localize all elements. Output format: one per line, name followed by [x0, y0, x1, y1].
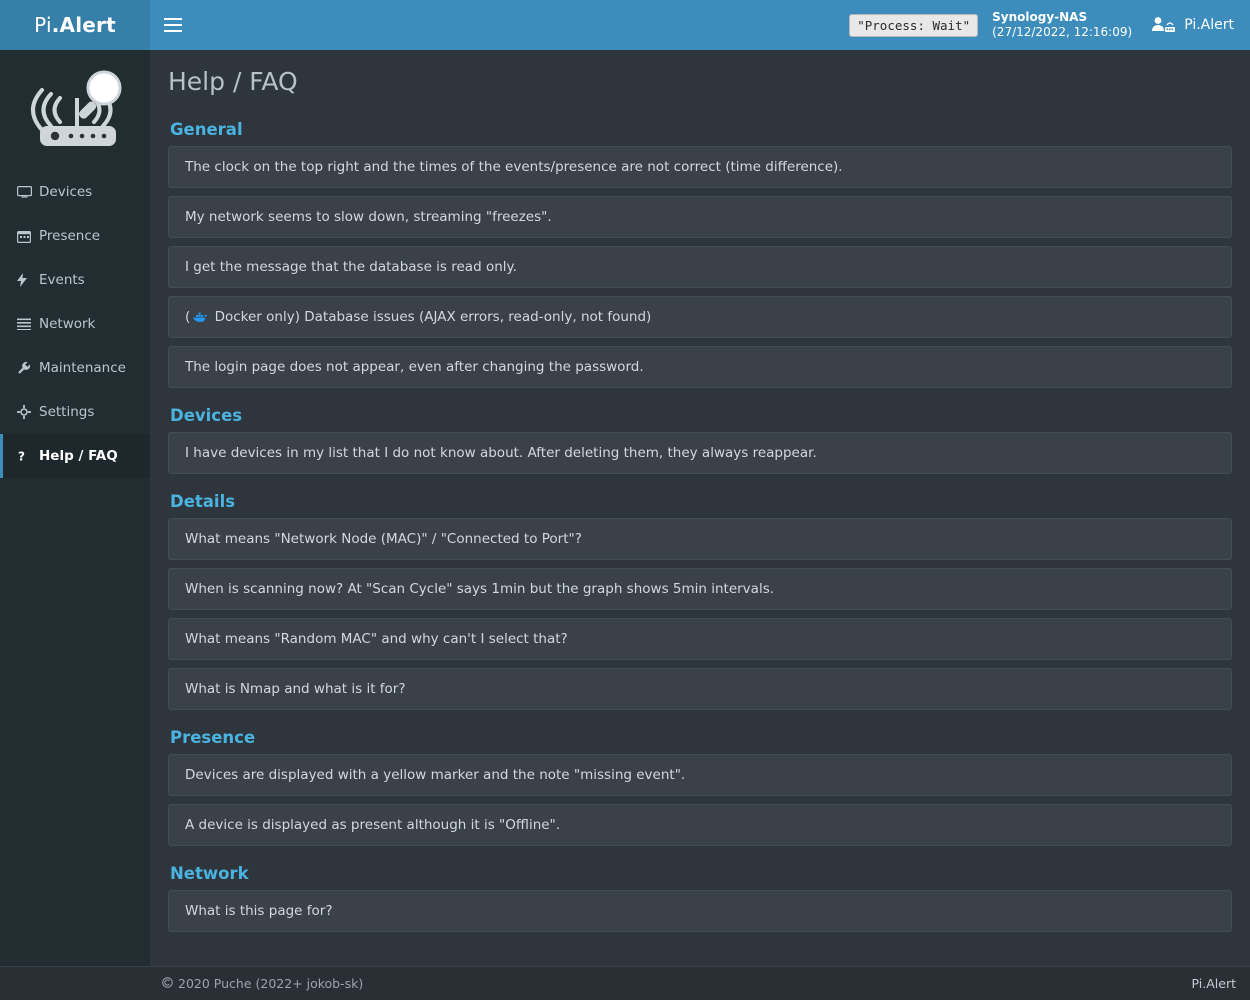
sidebar-menu — [0, 170, 150, 478]
sidebar-item-label: Settings — [39, 404, 95, 420]
monitor-icon — [17, 186, 39, 198]
brand-name-bold: .Alert — [51, 13, 116, 37]
server-info — [992, 10, 1132, 40]
footer-left — [162, 976, 363, 991]
top-navbar-main — [150, 0, 1250, 50]
section-title-presence: Presence — [170, 728, 256, 747]
list-icon — [17, 318, 39, 330]
sidebar-item-label: Presence — [39, 228, 101, 244]
footer-right: Pi.Alert — [1191, 976, 1236, 991]
brand-name-light: Pi — [34, 13, 52, 37]
copyleft-icon — [162, 976, 173, 991]
question-icon — [17, 449, 39, 463]
faq-item[interactable]: What means "Network Node (MAC)" / "Connected to Port"? — [168, 518, 1232, 560]
sidebar-item-help-faq[interactable] — [0, 434, 150, 478]
section-title-network: Network — [170, 864, 249, 883]
svg-text:?: ? — [18, 449, 25, 463]
user-menu[interactable] — [1150, 15, 1240, 35]
docker-icon — [192, 310, 208, 323]
brand-logo[interactable] — [0, 0, 150, 50]
sidebar-item-devices[interactable] — [0, 170, 150, 214]
faq-item[interactable]: What is this page for? — [168, 890, 1232, 932]
network-user-icon — [1150, 15, 1176, 35]
user-label: Pi.Alert — [1184, 17, 1234, 33]
footer-copyright: 2020 Puche (2022+ jokob-sk) — [178, 976, 364, 991]
section-title-details: Details — [170, 492, 236, 511]
section-title-devices: Devices — [170, 406, 243, 425]
faq-item-docker[interactable] — [168, 296, 1232, 338]
faq-item[interactable]: A device is displayed as present although it is "Offline". — [168, 804, 1232, 846]
faq-text-suffix: Docker only) Database issues (AJAX errors, read-only, not found) — [210, 309, 652, 325]
gear-icon — [17, 405, 39, 419]
body-wrapper — [0, 50, 1250, 966]
section-title-general: General — [170, 120, 243, 139]
faq-item[interactable]: What means "Random MAC" and why can't I select that? — [168, 618, 1232, 660]
faq-item[interactable]: The login page does not appear, even after changing the password. — [168, 346, 1232, 388]
page-title: Help / FAQ — [168, 67, 298, 96]
faq-item[interactable]: When is scanning now? At "Scan Cycle" says 1min but the graph shows 5min intervals. — [168, 568, 1232, 610]
faq-item[interactable]: My network seems to slow down, streaming "freezes". — [168, 196, 1232, 238]
sidebar — [0, 50, 150, 966]
faq-text-prefix: ( — [185, 309, 191, 325]
process-status-badge: "Process: Wait" — [849, 14, 978, 37]
main-content — [150, 50, 1250, 966]
calendar-icon — [17, 230, 39, 243]
server-datetime: (27/12/2022, 12:16:09) — [992, 25, 1133, 39]
pialert-radar-logo — [0, 50, 150, 170]
bolt-icon — [17, 273, 39, 287]
hamburger-icon[interactable] — [150, 0, 196, 50]
sidebar-item-label: Maintenance — [39, 360, 126, 376]
faq-item[interactable]: Devices are displayed with a yellow marker and the note "missing event". — [168, 754, 1232, 796]
sidebar-item-label: Network — [39, 316, 96, 332]
sidebar-item-presence[interactable] — [0, 214, 150, 258]
faq-item[interactable]: What is Nmap and what is it for? — [168, 668, 1232, 710]
sidebar-item-events[interactable] — [0, 258, 150, 302]
sidebar-item-label: Events — [39, 272, 85, 288]
faq-item[interactable]: I have devices in my list that I do not know about. After deleting them, they always reappear. — [168, 432, 1232, 474]
sidebar-item-settings[interactable] — [0, 390, 150, 434]
wrench-icon — [17, 361, 39, 375]
server-name: Synology-NAS — [992, 10, 1088, 24]
sidebar-item-network[interactable] — [0, 302, 150, 346]
sidebar-item-label: Help / FAQ — [39, 448, 118, 464]
sidebar-item-label: Devices — [39, 184, 93, 200]
top-navbar — [0, 0, 1250, 50]
top-navbar-right — [849, 0, 1240, 50]
sidebar-item-maintenance[interactable] — [0, 346, 150, 390]
faq-item[interactable]: I get the message that the database is read only. — [168, 246, 1232, 288]
footer — [0, 966, 1250, 1000]
faq-item[interactable]: The clock on the top right and the times of the events/presence are not correct (time difference). — [168, 146, 1232, 188]
